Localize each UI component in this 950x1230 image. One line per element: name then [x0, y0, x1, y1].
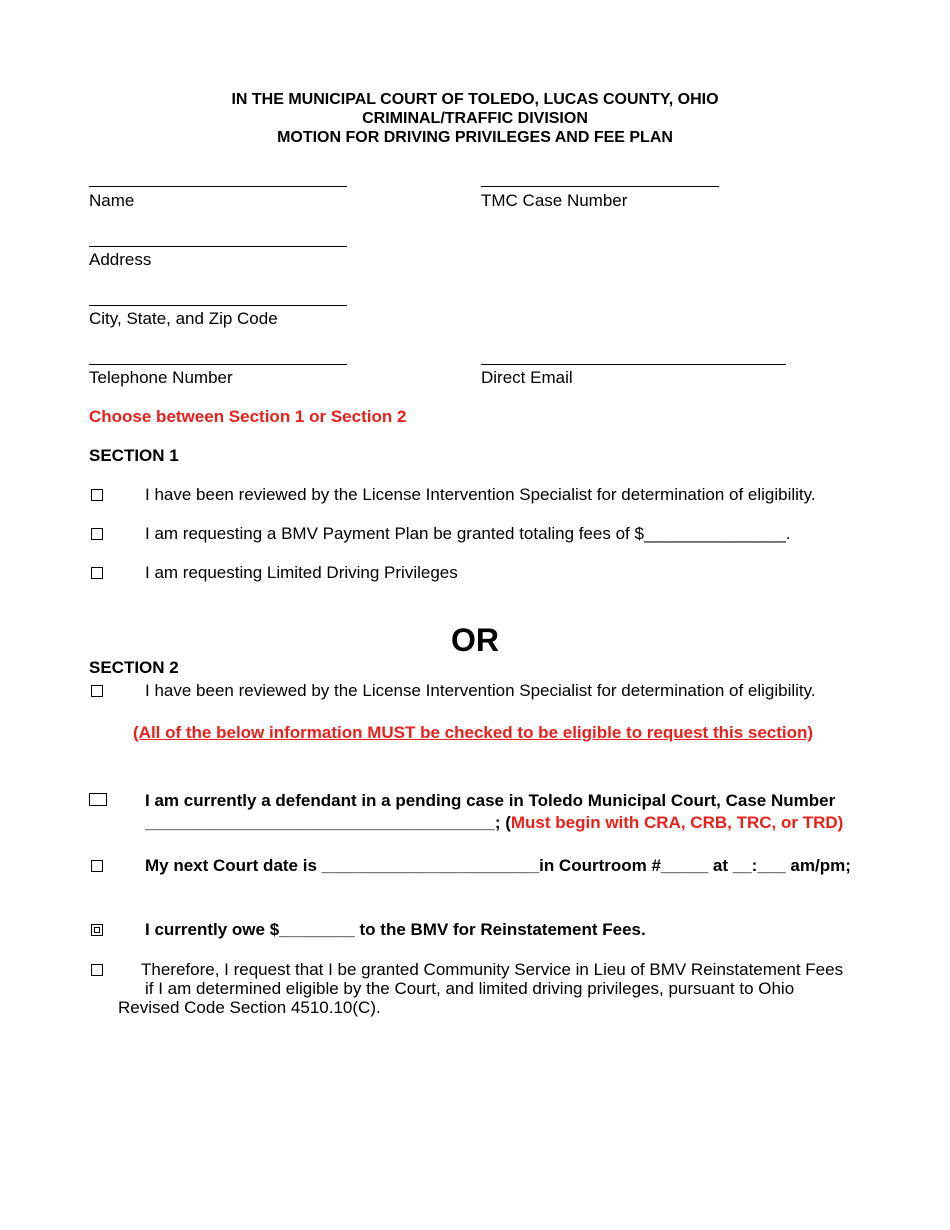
section2-checkbox-owe[interactable]: [91, 924, 103, 936]
or-divider: OR: [451, 622, 499, 658]
section2-item-therefore-line1: Therefore, I request that I be granted Community Service in Lieu of BMV Reinstatement Fees: [141, 960, 844, 979]
section2-item-defendant-line1: I am currently a defendant in a pending case in Toledo Municipal Court, Case Number: [145, 791, 836, 810]
city-field-line[interactable]: [89, 305, 347, 306]
choose-note: Choose between Section 1 or Section 2: [89, 407, 407, 426]
section1-checkbox-reviewed[interactable]: [91, 489, 103, 501]
case-number-field-line[interactable]: [481, 186, 719, 187]
section1-item-payment-plan: I am requesting a BMV Payment Plan be granted totaling fees of $_______________.: [145, 524, 791, 543]
section2-warning: (All of the below information MUST be checked to be eligible to request this section): [133, 723, 814, 742]
section1-title: SECTION 1: [89, 446, 179, 465]
section2-item-therefore-line3: Revised Code Section 4510.10(C).: [118, 998, 381, 1017]
section2-checkbox-court-date[interactable]: [91, 860, 103, 872]
section1-checkbox-payment-plan[interactable]: [91, 528, 103, 540]
name-field-line[interactable]: [89, 186, 347, 187]
city-label: City, State, and Zip Code: [89, 309, 278, 328]
case-number-label: TMC Case Number: [481, 191, 628, 210]
email-label: Direct Email: [481, 368, 573, 387]
telephone-field-line[interactable]: [89, 364, 347, 365]
case-prefix-note: Must begin with CRA, CRB, TRC, or TRD): [510, 813, 844, 832]
motion-title: MOTION FOR DRIVING PRIVILEGES AND FEE PLAN: [277, 129, 673, 146]
section2-item-defendant-line2: [145, 813, 843, 833]
address-label: Address: [89, 250, 152, 269]
division-title: CRIMINAL/TRAFFIC DIVISION: [362, 110, 588, 127]
court-title: IN THE MUNICIPAL COURT OF TOLEDO, LUCAS COUNTY, OHIO: [231, 91, 719, 108]
section2-checkbox-defendant[interactable]: [89, 793, 107, 806]
section2-checkbox-therefore[interactable]: [91, 964, 103, 976]
email-field-line[interactable]: [481, 364, 786, 365]
section1-item-reviewed: I have been reviewed by the License Intervention Specialist for determination of eligibility.: [145, 485, 816, 504]
telephone-label: Telephone Number: [89, 368, 233, 387]
section2-item-therefore-line2: if I am determined eligible by the Court, and limited driving privileges, pursuant to Ohio: [145, 979, 795, 998]
section2-item-owe: I currently owe $________ to the BMV for Reinstatement Fees.: [145, 920, 646, 939]
section2-checkbox-reviewed[interactable]: [91, 685, 103, 697]
section2-item-court-date: My next Court date is _______________________in Courtroom #_____ at __:___ am/pm;: [145, 856, 851, 875]
name-label: Name: [89, 191, 135, 210]
section2-title: SECTION 2: [89, 658, 179, 677]
section2-item-reviewed: I have been reviewed by the License Intervention Specialist for determination of eligibility.: [145, 681, 816, 700]
section1-checkbox-limited-privileges[interactable]: [91, 567, 103, 579]
address-field-line[interactable]: [89, 246, 347, 247]
section1-item-limited-privileges: I am requesting Limited Driving Privileges: [145, 563, 458, 582]
case-number-blank: _____________________________________; (: [145, 813, 511, 832]
